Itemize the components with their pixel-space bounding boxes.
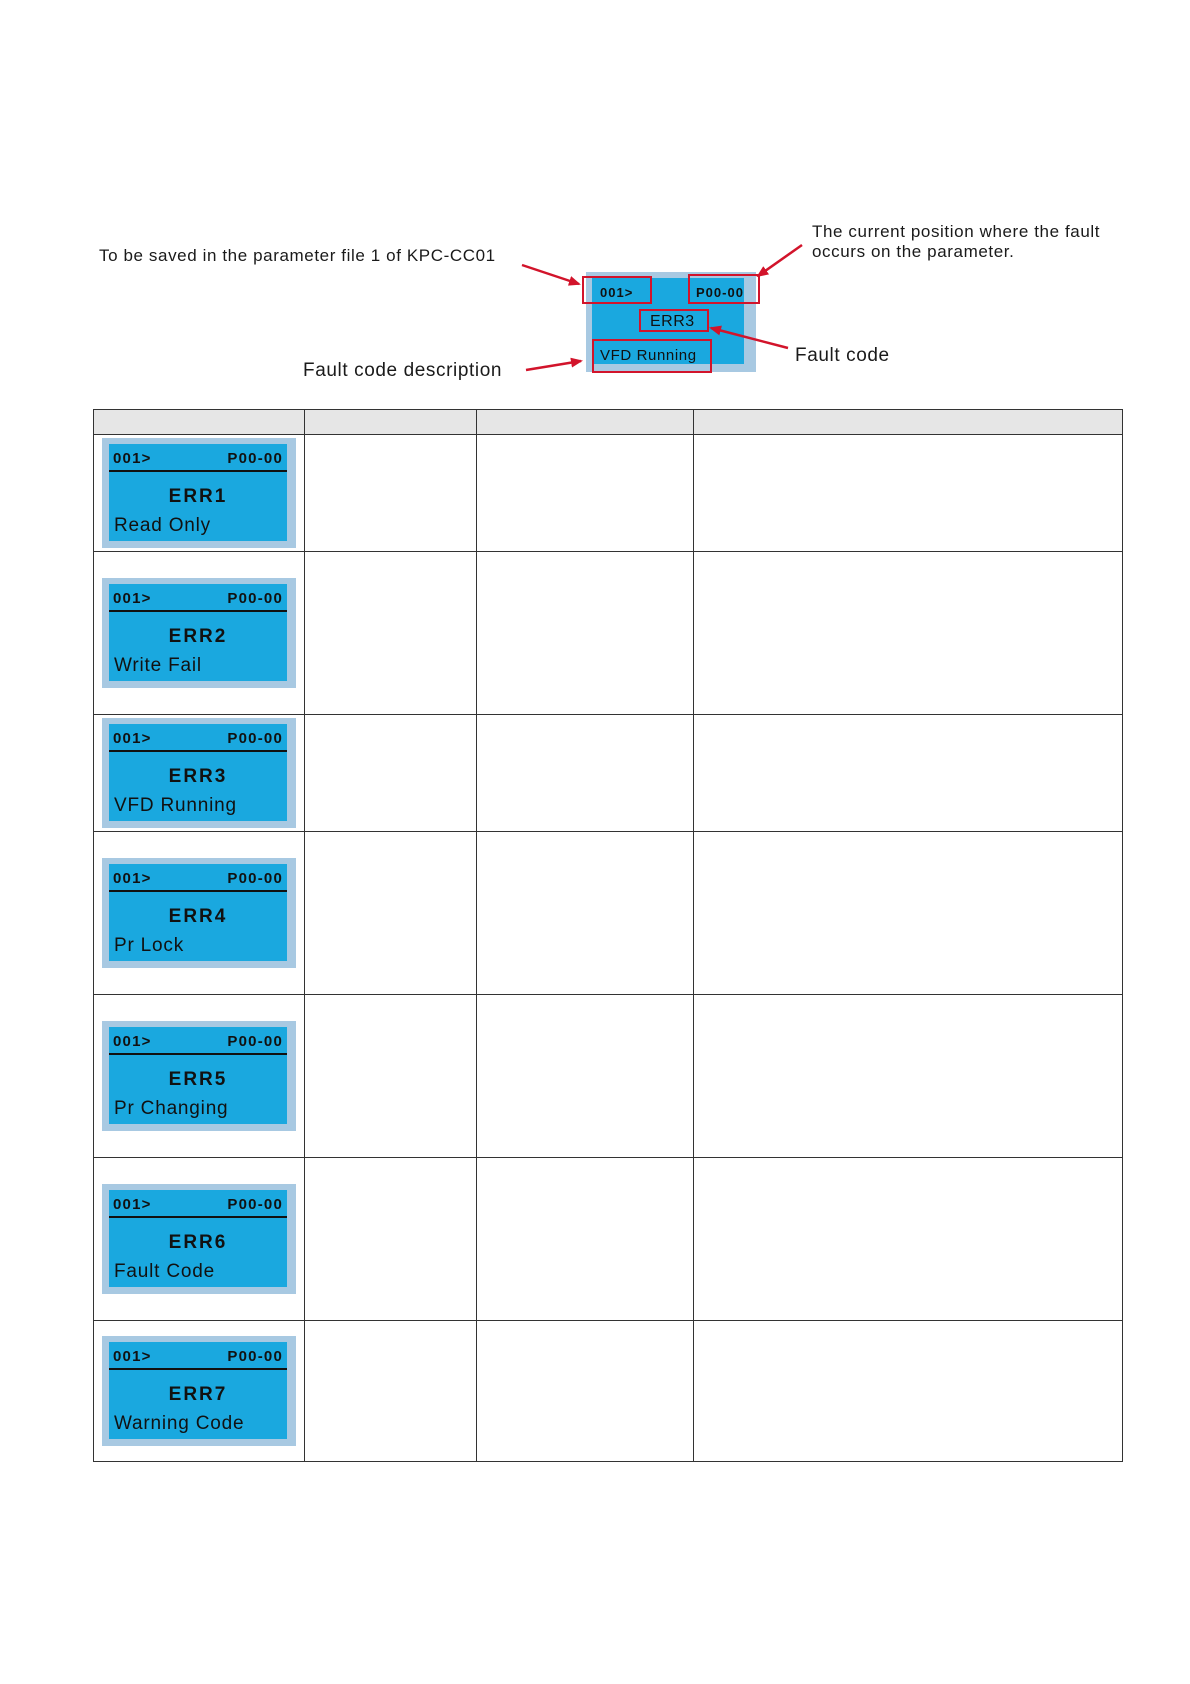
lcd-divider [109,1368,287,1370]
table-header-cell [477,410,694,435]
lcd-display [109,584,287,681]
lcd-description: Pr Changing [114,1098,229,1119]
lcd-parameter: P00-00 [227,1196,283,1213]
lcd-display [109,444,287,541]
diagram-lcd-parameter: P00-00 [696,285,744,300]
lcd-screen [102,858,296,968]
diagram-lcd-index: 001> [600,285,634,300]
table-header-cell [305,410,477,435]
lcd-description: Write Fail [114,655,202,676]
table-row [94,552,1123,715]
lcd-index: 001> [113,730,152,747]
table-cell [477,435,694,552]
lcd-index: 001> [113,1033,152,1050]
table-cell [694,1158,1123,1321]
diagram-lcd-description: VFD Running [600,347,697,364]
table-row [94,1321,1123,1462]
lcd-index: 001> [113,870,152,887]
lcd-fault-code: ERR1 [168,486,228,507]
lcd-divider [109,470,287,472]
arrow-to-parameter [758,245,802,276]
arrow-to-index [522,265,579,284]
lcd-divider [109,750,287,752]
lcd-display [109,1342,287,1439]
table-cell [477,552,694,715]
lcd-screen [102,1184,296,1294]
lcd-parameter: P00-00 [227,450,283,467]
label-fault-code: Fault code [795,345,890,366]
table-row [94,1158,1123,1321]
lcd-display [109,1027,287,1124]
lcd-divider [109,610,287,612]
lcd-description: Read Only [114,515,211,536]
lcd-divider [109,1216,287,1218]
table-row [94,832,1123,995]
lcd-description: Pr Lock [114,935,185,956]
lcd-description: VFD Running [114,795,237,816]
lcd-cell [94,832,305,995]
diagram-arrows [0,0,1190,420]
diagram-lcd-fault-code: ERR3 [650,313,695,330]
table-cell [305,715,477,832]
lcd-index: 001> [113,590,152,607]
arrow-to-fault-code [711,328,788,348]
label-saved-parameter-file: To be saved in the parameter file 1 of KPC-CC01 [99,246,496,265]
lcd-index: 001> [113,1196,152,1213]
label-fault-position-line1: The current position where the fault [812,222,1101,241]
lcd-cell [94,1158,305,1321]
table-cell [694,435,1123,552]
table-cell [305,1158,477,1321]
lcd-divider [109,1053,287,1055]
lcd-screen [102,578,296,688]
table-cell [305,995,477,1158]
table-cell [477,1321,694,1462]
lcd-description: Warning Code [114,1413,245,1434]
table-cell [694,832,1123,995]
label-fault-position-line2: occurs on the parameter. [812,242,1015,261]
table-row [94,435,1123,552]
table-cell [305,832,477,995]
lcd-cell [94,995,305,1158]
lcd-cell [94,715,305,832]
table-row [94,715,1123,832]
lcd-parameter: P00-00 [227,590,283,607]
table-cell [305,1321,477,1462]
table-cell [305,435,477,552]
table-header-cell [694,410,1123,435]
lcd-screen [102,1021,296,1131]
fault-code-table [93,409,1123,1462]
table-cell [694,995,1123,1158]
lcd-cell [94,435,305,552]
lcd-fault-code: ERR4 [168,906,228,927]
table-cell [694,1321,1123,1462]
lcd-description: Fault Code [114,1261,215,1282]
lcd-fault-code: ERR7 [168,1384,228,1405]
lcd-parameter: P00-00 [227,1348,283,1365]
lcd-display [109,864,287,961]
lcd-index: 001> [113,450,152,467]
table-cell [477,995,694,1158]
table-cell [477,1158,694,1321]
table-cell [694,552,1123,715]
lcd-cell [94,552,305,715]
lcd-display [109,1190,287,1287]
lcd-screen [102,1336,296,1446]
lcd-fault-code: ERR6 [168,1232,228,1253]
lcd-screen [102,438,296,548]
lcd-fault-code: ERR3 [168,766,228,787]
table-header-cell [94,410,305,435]
table-row [94,995,1123,1158]
label-fault-code-description: Fault code description [303,360,503,381]
lcd-fault-code: ERR5 [168,1069,228,1090]
lcd-display [109,724,287,821]
table-cell [694,715,1123,832]
table-header-row [94,410,1123,435]
lcd-fault-code: ERR2 [168,626,228,647]
lcd-parameter: P00-00 [227,730,283,747]
lcd-parameter: P00-00 [227,870,283,887]
table-cell [477,715,694,832]
lcd-screen [102,718,296,828]
table-cell [305,552,477,715]
arrow-to-description [526,361,581,370]
lcd-index: 001> [113,1348,152,1365]
lcd-parameter: P00-00 [227,1033,283,1050]
table-cell [477,832,694,995]
lcd-cell [94,1321,305,1462]
lcd-divider [109,890,287,892]
